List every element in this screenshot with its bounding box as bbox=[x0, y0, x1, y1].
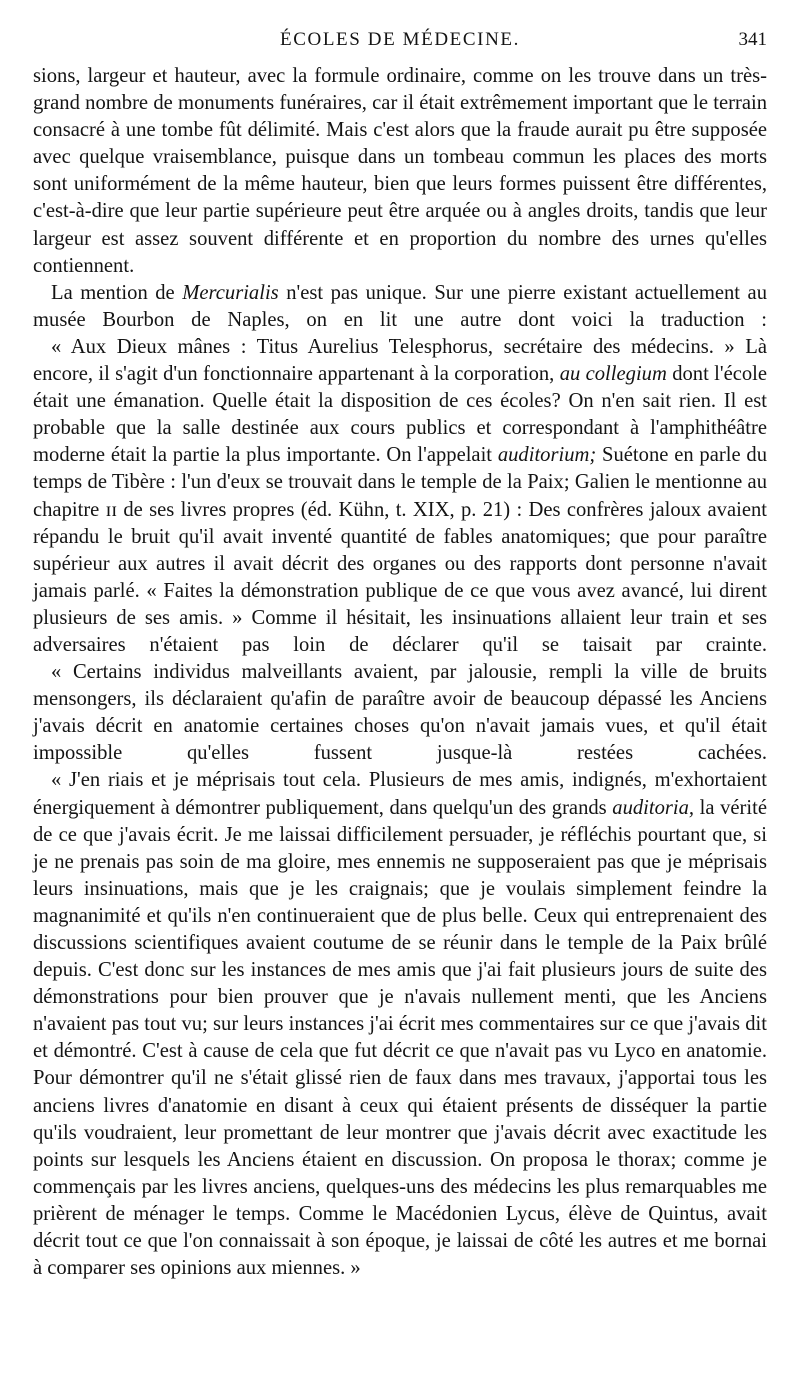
italic-term: au collegium bbox=[559, 363, 667, 386]
paragraph-mercurialis bbox=[33, 280, 767, 334]
book-page bbox=[33, 28, 767, 1282]
paragraph-tomb-dimensions bbox=[33, 63, 767, 280]
paragraph-quote-demonstrations bbox=[33, 767, 767, 1282]
paragraph-text: dont l'école était une émanation. Quelle était la disposition de ces écoles? On n'en sait rien. Il est probable que la salle destinée aux cours publics et correspondant à l'amphithéâtre moderne était la partie la plus importante. On l'appelait bbox=[33, 363, 768, 467]
paragraph-text: « J'en riais et je méprisais tout cela. Plusieurs de mes amis, indignés, m'exhortaient énergiquement à démontrer publiquement, dans quelqu'un des grands bbox=[33, 769, 767, 819]
italic-term: auditorium; bbox=[497, 444, 597, 467]
paragraph-text: n'est pas unique. Sur une pierre existant actuellement au musée Bourbon de Naples, on en lit une autre dont voici la traduction : bbox=[33, 281, 767, 331]
italic-term: Mercurialis bbox=[182, 281, 279, 304]
paragraph-text: la vérité de ce que j'avais écrit. Je me laissai difficilement persuader, je réfléchis pourtant que, si je ne prenais pas soin de ma gloire, mes ennemis ne supposeraient pas que je méprisais leurs insinuations, mais que je les craignais; que je voulais simplement feindre la magnanimité et qu'ils n'en continueraient que de plus belle. Ceux qui entreprenaient des discussions scientifiques avaient coutume de se réunir dans le temple de la Paix brûlé depuis. C'est donc sur les instances de mes amis que j'ai fait plusieurs jours de suite des démonstrations pour bien prouver que je n'avais nullement menti, que les Anciens n'avaient pas tout vu; sur leurs instances j'ai écrit mes commentaires sur ce que j'avais dit et démontré. C'est à cause de cela que fut décrit ce que n'avait pas vu Lyco en anatomie. Pour démontrer qu'il ne s'était glissé rien de faux dans mes travaux, j'apportai tous les anciens livres d'anatomie en disant à ceux qui étaient présents de disséquer la partie qu'ils voudraient, leur promettant de leur montrer que j'avais décrit avec exactitude les points sur lesquels les Anciens étaient en discussion. On proposa le thorax; comme je commençais par les livres anciens, quelques-uns des médecins les plus remarquables me prièrent de ménager le temps. Comme le Macédonien Lycus, élève de Quintus, avait décrit tout ce que l'on connaissait à son époque, je laissai de côté les autres et me bornai à comparer ses opinions aux miennes. » bbox=[33, 796, 767, 1280]
italic-term: auditoria, bbox=[612, 796, 695, 819]
paragraph-text: « Aux Dieux mânes : Titus Aurelius Telesphorus, secrétaire des médecins. » Là encore, il s'agit d'un fonctionnaire appartenant à la corporation, bbox=[33, 335, 767, 386]
paragraph-text: sions, largeur et hauteur, avec la formule ordinaire, comme on les trouve dans un très-grand nombre de monuments funéraires, car il était extrêmement important que le terrain consacré à une tombe fût délimité. Mais c'est alors que la fraude aurait pu être supposée avec quelque vraisemblance, puisque dans un tombeau commun les places des morts sont uniformément de la même hauteur, bien que leurs formes puissent être différentes, c'est-à-dire que leur partie supérieure peut être arquée ou à angles droits, tandis que leur largeur est assez souvent différente et en proportion du nombre des urnes qu'elles contiennent. bbox=[33, 65, 767, 277]
paragraph-quote-rumors bbox=[33, 659, 767, 767]
paragraph-text: Suétone en parle du temps de Tibère : l'un d'eux se trouvait dans le temple de la Paix; Galien le mentionne au chapitre ɪɪ de ses livres propres (éd. Kühn, t. XIX, p. 21) : Des confrères jaloux avaient répandu le bruit qu'il avait inventé quantité de fables anatomiques; que pour paraître supérieur aux autres il avait décrit des organes ou des rapports dont personne n'avait jamais parlé. « Faites la démonstration publique de ce que vous avez avancé, lui dirent plusieurs de ses amis. » Comme il hésitait, les insinuations allaient leur train et ses adversaires n'étaient pas loin de déclarer qu'il se taisait par crainte. bbox=[33, 444, 767, 656]
running-title: ÉCOLES DE MÉDECINE. bbox=[280, 29, 520, 50]
running-header bbox=[33, 28, 767, 52]
paragraph-text: « Certains individus malveillants avaient, par jalousie, rempli la ville de bruits mensongers, ils déclaraient qu'afin de paraître avoir de beaucoup dépassé les Anciens j'avais décrit en anatomie certaines choses qu'on n'avait jamais vues, et qu'il était impossible qu'elles fussent jusque-là restées cachées. bbox=[33, 661, 767, 765]
page-number: 341 bbox=[738, 29, 767, 50]
paragraph-text: La mention de bbox=[51, 281, 183, 304]
body-text bbox=[33, 63, 767, 1282]
paragraph-inscription-auditorium bbox=[33, 334, 767, 659]
